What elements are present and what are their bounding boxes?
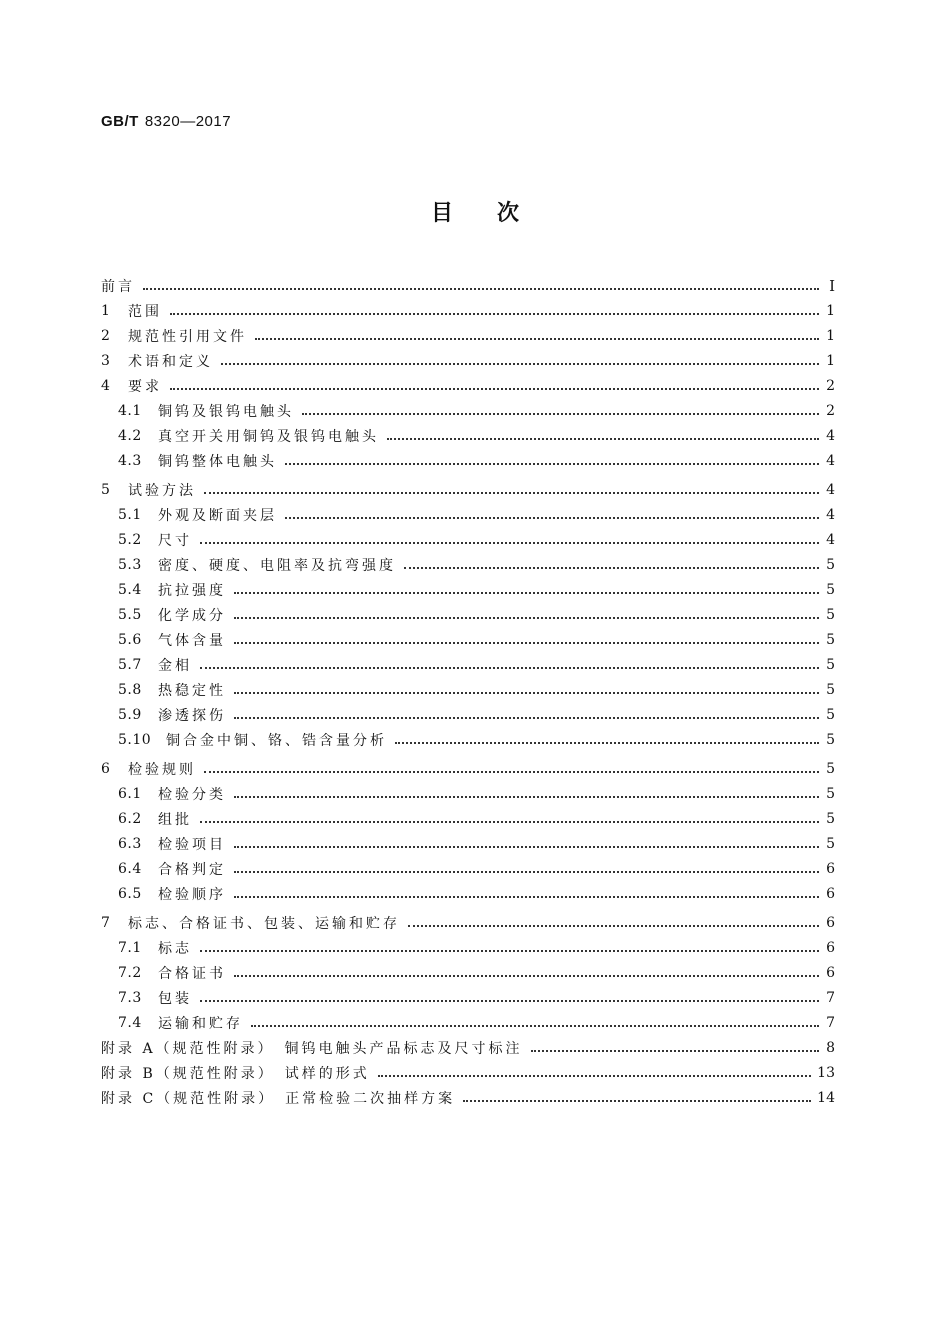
toc-dot-leader [234, 603, 819, 619]
toc-entry-title: 规范性引用文件 [128, 328, 247, 345]
toc-dot-leader [200, 807, 819, 823]
toc-entry-number: 5.8 [118, 681, 142, 698]
toc-dot-leader [531, 1036, 819, 1052]
toc-entry-page: 2 [826, 402, 835, 419]
toc-dot-leader [302, 399, 819, 415]
toc-entry[interactable] [101, 273, 835, 298]
toc-dot-leader [234, 857, 819, 873]
standard-code [101, 113, 231, 130]
toc-entry[interactable] [101, 985, 835, 1010]
toc-entry-number: 4.1 [118, 402, 142, 419]
toc-dot-leader [234, 628, 819, 644]
toc-entry-title: 要求 [128, 378, 162, 395]
toc-entry-number: 5 [101, 481, 111, 498]
toc-entry-number: 5.5 [118, 606, 142, 623]
toc-entry-number: 6.3 [118, 835, 142, 852]
toc-dot-leader [378, 1061, 811, 1077]
toc-entry-title: 试验方法 [128, 482, 196, 499]
toc-entry[interactable] [101, 806, 835, 831]
toc-entry-number: 4.2 [118, 427, 142, 444]
toc-entry[interactable] [101, 881, 835, 906]
toc-dot-leader [463, 1086, 811, 1102]
toc-dot-leader [395, 728, 819, 744]
toc-entry-number: 5.4 [118, 581, 142, 598]
toc-entry-page: 13 [817, 1064, 835, 1081]
toc-entry-title: 热稳定性 [158, 682, 226, 699]
toc-entry-title: 标志、合格证书、包装、运输和贮存 [128, 915, 400, 932]
toc-entry-page: 6 [826, 914, 835, 931]
toc-entry[interactable] [101, 756, 835, 781]
toc-dot-leader [200, 653, 819, 669]
toc-entry-number: 7 [101, 914, 111, 931]
toc-dot-leader [408, 911, 819, 927]
toc-entry-number: 1 [101, 302, 111, 319]
toc-entry-title: 检验项目 [158, 836, 226, 853]
toc-entry[interactable] [101, 1010, 835, 1035]
toc-entry[interactable] [101, 423, 835, 448]
toc-dot-leader [234, 678, 819, 694]
toc-entry-page: 5 [826, 581, 835, 598]
toc-entry-page: 5 [826, 681, 835, 698]
toc-dot-leader [251, 1011, 819, 1027]
toc-entry-page: 6 [826, 860, 835, 877]
toc-entry[interactable] [101, 373, 835, 398]
toc-entry[interactable] [101, 831, 835, 856]
toc-entry-title: 前言 [101, 278, 135, 295]
toc-entry-page: 6 [826, 964, 835, 981]
toc-dot-leader [204, 757, 819, 773]
toc-entry-page: 8 [826, 1039, 835, 1056]
toc-entry-page: 5 [826, 785, 835, 802]
toc-dot-leader [234, 703, 819, 719]
toc-entry-number: 5.3 [118, 556, 142, 573]
toc-dot-leader [170, 374, 819, 390]
standard-number: 8320—2017 [144, 113, 232, 130]
toc-entry-title: 尺寸 [158, 532, 192, 549]
toc-entry-title: 包装 [158, 990, 192, 1007]
toc-entry-title: 密度、硬度、电阻率及抗弯强度 [158, 557, 396, 574]
toc-entry-number: 5.2 [118, 531, 142, 548]
toc-entry-number: 4 [101, 377, 111, 394]
toc-entry[interactable] [101, 652, 835, 677]
toc-entry-number: 5.9 [118, 706, 142, 723]
toc-entry-title: 真空开关用铜钨及银钨电触头 [158, 428, 379, 445]
toc-dot-leader [143, 274, 819, 290]
table-of-contents [101, 273, 835, 1110]
toc-dot-leader [200, 986, 819, 1002]
toc-entry-title: 运输和贮存 [158, 1015, 243, 1032]
toc-entry[interactable] [101, 298, 835, 323]
toc-entry-page: 7 [826, 1014, 835, 1031]
toc-entry[interactable] [101, 527, 835, 552]
toc-entry-title: 检验分类 [158, 786, 226, 803]
toc-dot-leader [200, 528, 819, 544]
toc-dot-leader [200, 936, 819, 952]
toc-entry-number: 6.5 [118, 885, 142, 902]
toc-dot-leader [404, 553, 819, 569]
toc-entry-number: 6.2 [118, 810, 142, 827]
toc-entry[interactable] [101, 502, 835, 527]
toc-entry-page: 5 [826, 656, 835, 673]
toc-dot-leader [285, 449, 819, 465]
toc-entry-number: 7.1 [118, 939, 142, 956]
toc-dot-leader [234, 882, 819, 898]
toc-entry[interactable] [101, 1085, 835, 1110]
toc-dot-leader [285, 503, 819, 519]
toc-entry[interactable] [101, 702, 835, 727]
toc-entry-title: 铜钨及银钨电触头 [158, 403, 294, 420]
toc-entry-number: 7.3 [118, 989, 142, 1006]
title-char-1: 目 [430, 201, 453, 226]
toc-entry-page: 5 [826, 706, 835, 723]
toc-entry-title: 术语和定义 [128, 353, 213, 370]
toc-entry-title: 范围 [128, 303, 162, 320]
toc-entry-number: 4.3 [118, 452, 142, 469]
toc-dot-leader [234, 782, 819, 798]
toc-entry[interactable] [101, 727, 835, 752]
toc-dot-leader [234, 832, 819, 848]
toc-entry-title: 附录 B（规范性附录） 试样的形式 [101, 1065, 370, 1082]
toc-entry-title: 渗透探伤 [158, 707, 226, 724]
toc-entry[interactable] [101, 1035, 835, 1060]
toc-entry-page: 5 [826, 835, 835, 852]
toc-entry-page: 6 [826, 885, 835, 902]
toc-entry-page: 4 [826, 506, 835, 523]
toc-entry-page: 5 [826, 556, 835, 573]
toc-entry-number: 6.1 [118, 785, 142, 802]
toc-entry-title: 外观及断面夹层 [158, 507, 277, 524]
toc-entry-page: 1 [826, 302, 835, 319]
toc-entry-page: 1 [826, 327, 835, 344]
toc-dot-leader [255, 324, 819, 340]
toc-entry-page: 5 [826, 631, 835, 648]
toc-entry-page: 5 [826, 810, 835, 827]
title-char-2: 次 [497, 201, 520, 226]
toc-entry-title: 检验顺序 [158, 886, 226, 903]
toc-dot-leader [234, 578, 819, 594]
toc-entry[interactable] [101, 1060, 835, 1085]
toc-entry-title: 附录 A（规范性附录） 铜钨电触头产品标志及尺寸标注 [101, 1040, 523, 1057]
toc-dot-leader [204, 478, 819, 494]
toc-entry[interactable] [101, 348, 835, 373]
toc-entry[interactable] [101, 602, 835, 627]
toc-entry-page: 4 [826, 452, 835, 469]
toc-entry[interactable] [101, 910, 835, 935]
page-title [0, 196, 950, 227]
toc-entry-page: 5 [826, 606, 835, 623]
toc-entry[interactable] [101, 398, 835, 423]
toc-entry[interactable] [101, 627, 835, 652]
toc-entry-number: 5.6 [118, 631, 142, 648]
toc-entry[interactable] [101, 677, 835, 702]
toc-entry-page: 14 [817, 1089, 835, 1106]
toc-entry-number: 7.2 [118, 964, 142, 981]
toc-entry[interactable] [101, 552, 835, 577]
toc-entry-page: 7 [826, 989, 835, 1006]
toc-entry[interactable] [101, 781, 835, 806]
toc-entry-title: 抗拉强度 [158, 582, 226, 599]
toc-entry-title: 气体含量 [158, 632, 226, 649]
toc-dot-leader [234, 961, 819, 977]
toc-entry[interactable] [101, 856, 835, 881]
toc-entry-page: 4 [826, 531, 835, 548]
toc-entry-title: 铜钨整体电触头 [158, 453, 277, 470]
toc-entry-page: 2 [826, 377, 835, 394]
toc-entry[interactable] [101, 960, 835, 985]
standard-prefix: GB/T [101, 113, 139, 130]
toc-entry[interactable] [101, 448, 835, 473]
toc-entry-number: 5.10 [118, 731, 152, 748]
toc-entry[interactable] [101, 577, 835, 602]
toc-entry-title: 合格判定 [158, 861, 226, 878]
toc-entry-title: 附录 C（规范性附录） 正常检验二次抽样方案 [101, 1090, 456, 1107]
toc-entry-number: 2 [101, 327, 111, 344]
toc-entry-page: 6 [826, 939, 835, 956]
toc-entry-page: I [829, 276, 835, 295]
toc-entry[interactable] [101, 935, 835, 960]
toc-entry-page: 1 [826, 352, 835, 369]
toc-entry-number: 7.4 [118, 1014, 142, 1031]
toc-entry-number: 6.4 [118, 860, 142, 877]
toc-entry-title: 标志 [158, 940, 192, 957]
toc-entry-page: 4 [826, 427, 835, 444]
toc-entry-number: 5.7 [118, 656, 142, 673]
toc-entry-page: 4 [826, 481, 835, 498]
toc-entry-title: 合格证书 [158, 965, 226, 982]
toc-entry-title: 检验规则 [128, 761, 196, 778]
toc-entry-number: 6 [101, 760, 111, 777]
toc-entry-page: 5 [826, 760, 835, 777]
toc-entry-title: 化学成分 [158, 607, 226, 624]
toc-entry[interactable] [101, 477, 835, 502]
toc-entry-title: 铜合金中铜、铬、锆含量分析 [166, 732, 387, 749]
toc-entry-page: 5 [826, 731, 835, 748]
toc-dot-leader [387, 424, 819, 440]
toc-dot-leader [170, 299, 819, 315]
toc-entry-number: 3 [101, 352, 111, 369]
toc-dot-leader [221, 349, 819, 365]
toc-entry-number: 5.1 [118, 506, 142, 523]
toc-entry[interactable] [101, 323, 835, 348]
toc-entry-title: 组批 [158, 811, 192, 828]
toc-entry-title: 金相 [158, 657, 192, 674]
